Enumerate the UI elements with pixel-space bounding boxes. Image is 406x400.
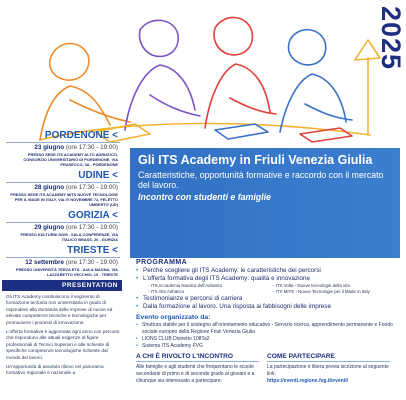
organizers-heading: Evento organizzato da: [136,314,211,322]
academy-item: - ITS Volta - Nuove tecnologie della vita [273,283,350,289]
event-title: Gli ITS Academy in Friuli Venezia Giulia [138,153,373,167]
city-date: 23 giugno (ore 17:30 - 19:00) [34,144,118,151]
presentation-paragraph: Gli ITS Academy costituiscono il segmento di formazione terziaria non universitaria in grado di rispondere alla domanda delle imprese di nuove ed elevate competenze tecniche e tecnologiche per promuovere i processi di innovazione. [6,294,113,325]
organizers-list [136,322,398,349]
event-subtitle: Caratteristiche, opportunità formative e raccordo con il mercato del lavoro. [138,170,384,191]
presentation-title: PRESENTATION [2,280,122,291]
presentation-paragraph: L'offerta formativa è aggiornata ogni anno con percorsi che rispondono alle attuali esigenze di figure professionali di Tecnici Superiori e alle richieste di specifiche competenze tecnologiche richieste dal mondo del lavoro. [6,329,120,360]
bottom-section [136,352,398,400]
participate-block [267,352,398,400]
city-name: UDINE < [6,170,120,183]
city-venue: PRESSO UNIVERSITÀ TERZA ETÀ - AULA MAGNA, VIA LAZZARETTO VECCHIO, 10 - TRIESTE [15,267,118,277]
city-block-udine [6,170,120,207]
city-venue: PRESSO KULTURNI DOM - SALA CONFERENZE, VIA ITALICO BRASS, 20 - GORIZIA [20,232,118,242]
left-column [0,130,128,400]
city-block-pordenone [6,130,120,167]
program-heading: PROGRAMMA [136,259,188,266]
academy-item: - ITS Accademia Nautica dell'Adriatico [148,283,223,289]
year-label: 2025 [376,6,406,71]
presentation-text [0,291,128,377]
city-venue: PRESSO SEDE ITS ACADEMY MITS NUOVE TECNOLOGIE PER IL MADE IN ITALY, VIA IV NOVEMBRE 72, FELETTO UMBERTO (UD) [10,192,118,207]
program-section [136,258,398,350]
city-block-gorizia [6,210,120,242]
audience-text: Alle famiglie e agli studenti che frequentano le scuole secondarie di primo e di secondo grado ai giovani e a chiunque sia interessato a partecipare. [136,364,255,384]
city-date: 12 settembre (ore 17:30 - 19:00) [25,259,118,266]
academy-item: - ITS Alto Adriatico [148,289,185,295]
program-item: • Perché scegliere gli ITS Academy: le caratteristiche dei percorsi [136,267,398,275]
hero-illustration [0,0,406,148]
organizer-item: • LIONS CLUB Distretto 108Ta2 [136,336,398,343]
academy-list [136,283,398,295]
city-name: TRIESTE < [6,245,120,258]
students-studying-icon [0,0,406,148]
program-list-continued [136,295,398,311]
participate-heading: COME PARTECIPARE [267,352,390,362]
presentation-paragraph: Un'opportunità di assoluto rilievo nel panorama formativo regionale e nazionale a [6,364,104,376]
program-item: • L'offerta formativa degli ITS Academy: qualità e innovazione [136,275,398,283]
city-date: 29 giugno (ore 17:30 - 19:00) [34,224,118,231]
event-tagline: Incontro con studenti e famiglie [138,191,271,202]
program-item: • Testimonianze e percorsi di carriera [136,295,398,303]
organizer-item: • Sistema ITS Academy FVG [136,343,398,350]
city-venue: PRESSO SEDE ITS ACADEMY ALTO ADRIATICO, CONSORZIO UNIVERSITARIO DI PORDENONE, VIA PRASECCO, 3A - PORDENONE [23,152,118,167]
program-item: • Dalla formazione al lavoro. Una risposta ai fabbisogni delle imprese [136,303,398,311]
event-title-band [130,148,400,258]
registration-link[interactable]: https://eventi.regione.fvg.it/eventi/ [267,377,349,384]
organizer-item: • Struttura stabile per il sostegno all'orientamento educativo - Servizio ricerca, apprendimento permanente e Fondo sociale europeo della Regione Friuli Venezia Giulia [136,322,398,336]
city-date: 28 giugno (ore 17:30 - 19:00) [34,184,118,191]
audience-block [136,352,267,400]
participate-text: La partecipazione è libera previa iscrizione al seguente link: [267,364,389,377]
academy-item: - ITS MITS - Nuove Tecnologie per il Made in Italy [273,289,370,295]
city-name: PORDENONE < [6,130,120,143]
city-name: GORIZIA < [6,210,120,223]
city-block-trieste [6,245,120,277]
program-list [136,267,398,283]
audience-heading: A CHI È RIVOLTO L'INCONTRO [136,352,259,362]
